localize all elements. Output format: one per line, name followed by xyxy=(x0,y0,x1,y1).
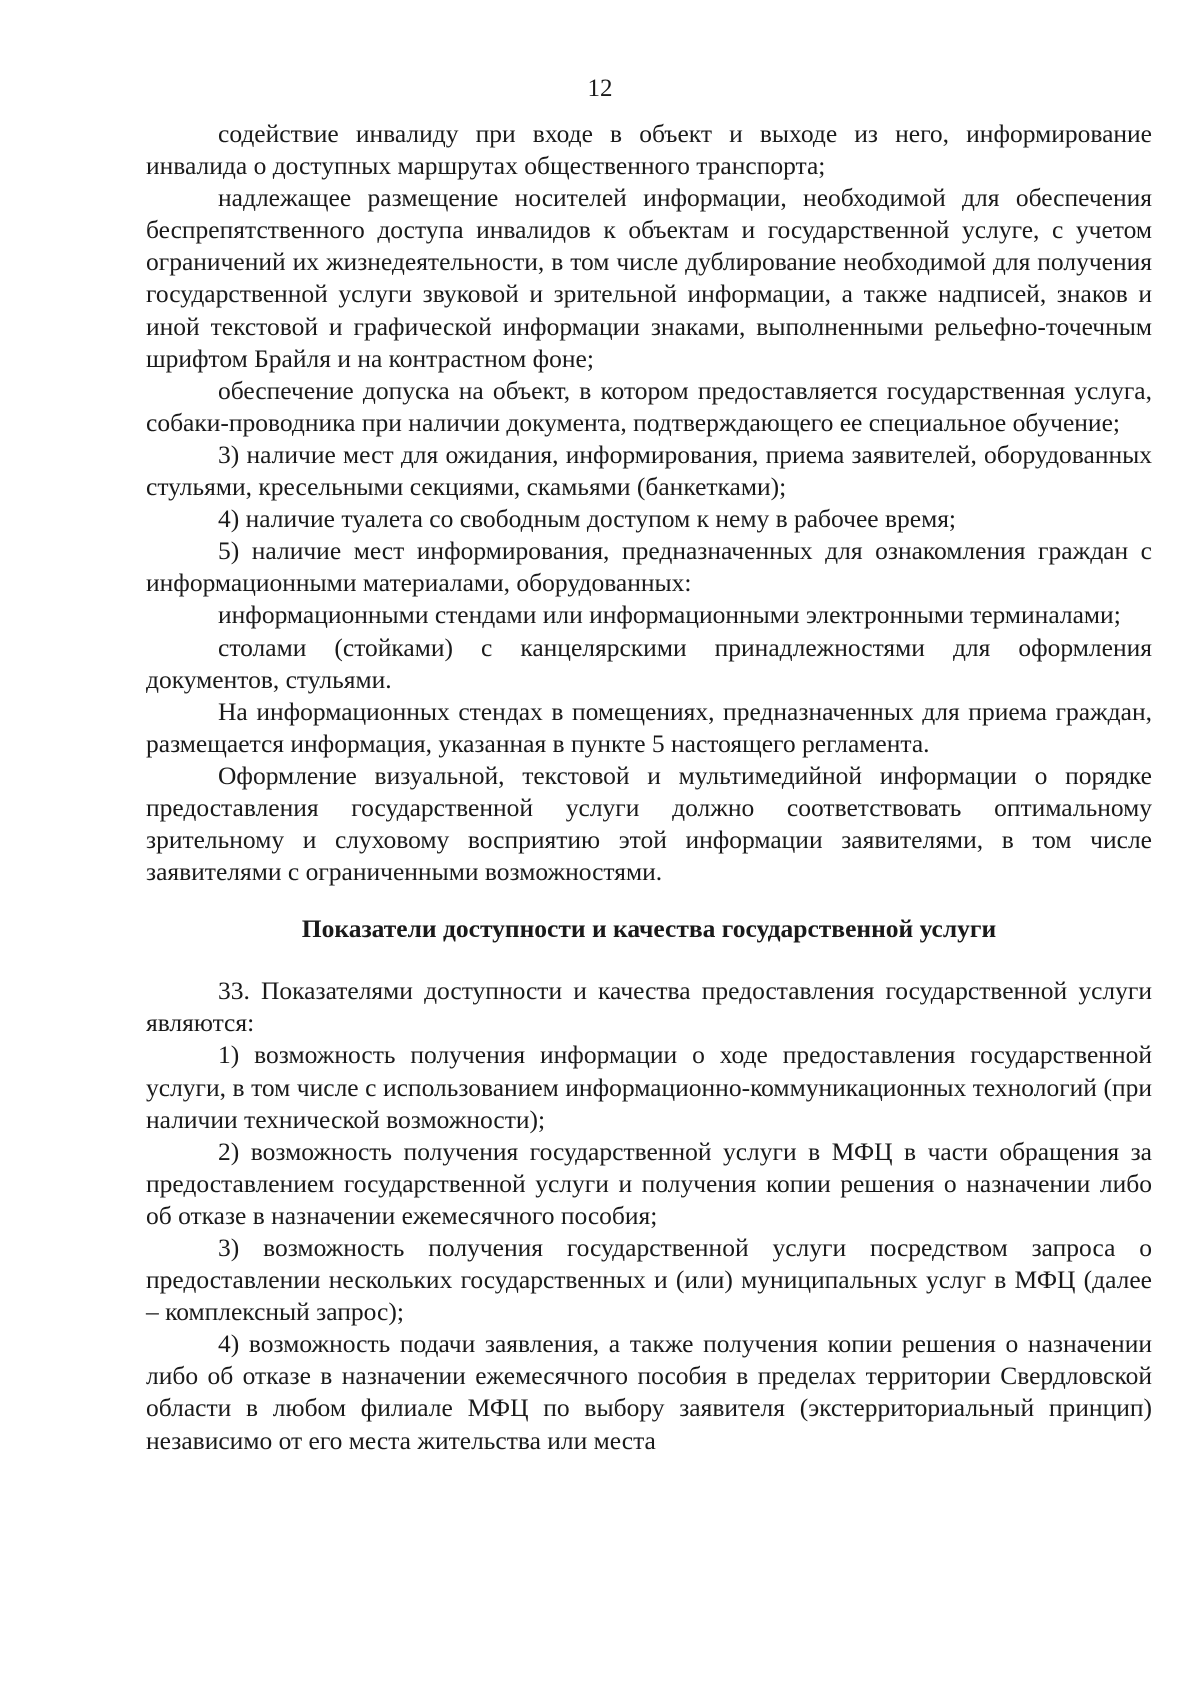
paragraph: обеспечение допуска на объект, в котором предоставляется государственная услуга, собаки-проводника при наличии документа, подтверждающего ее специальное обучение; xyxy=(146,375,1152,437)
paragraph: 4) наличие туалета со свободным доступом к нему в рабочее время; xyxy=(218,504,957,534)
section-heading: Показатели доступности и качества государственной услуги xyxy=(301,914,997,944)
paragraph: 5) наличие мест информирования, предназначенных для ознакомления граждан с информационными материалами, оборудованных: xyxy=(146,536,1152,598)
paragraph: 3) возможность получения государственной услуги посредством запроса о предоставлении нескольких государственных и (или) муниципальных услуг в МФЦ (далее – комплексный запрос); xyxy=(146,1233,1152,1327)
paragraph: 2) возможность получения государственной услуги в МФЦ в части обращения за предоставлением государственной услуги и получения копии решения о назначении либо об отказе в назначении ежемесячного пособия; xyxy=(146,1136,1152,1230)
paragraph: Оформление визуальной, текстовой и мультимедийной информации о порядке предоставления государственной услуги должно соответствовать оптимальному зрительному и слуховому восприятию этой информации заявителями, в том числе заявителями с ограниченными возможностями. xyxy=(146,760,1152,887)
paragraph: 1) возможность получения информации о ходе предоставления государственной услуги, в том числе с использованием информационно-коммуникационных технологий (при наличии технической возможности); xyxy=(146,1040,1152,1134)
paragraph: столами (стойками) с канцелярскими принадлежностями для оформления документов, стульями. xyxy=(146,632,1152,694)
page-number: 12 xyxy=(587,75,613,102)
paragraph: 33. Показателями доступности и качества предоставления государственной услуги являются: xyxy=(146,976,1152,1038)
paragraph: На информационных стендах в помещениях, предназначенных для приема граждан, размещается информация, указанная в пункте 5 настоящего регламента. xyxy=(146,696,1152,758)
document-body xyxy=(146,118,1152,1457)
paragraph: содействие инвалиду при входе в объект и выходе из него, информирование инвалида о доступных маршрутах общественного транспорта; xyxy=(146,119,1152,181)
paragraph: информационными стендами или информационными электронными терминалами; xyxy=(218,600,1121,630)
paragraph: 4) возможность подачи заявления, а также получения копии решения о назначении либо об отказе в назначении ежемесячного пособия в пределах территории Свердловской области в любом филиале МФЦ по выбору заявителя (экстерриториальный принцип) независимо от его места жительства или места xyxy=(146,1329,1152,1455)
paragraph: 3) наличие мест для ожидания, информирования, приема заявителей, оборудованных стульями, кресельными секциями, скамьями (банкетками); xyxy=(146,439,1152,502)
paragraph: надлежащее размещение носителей информации, необходимой для обеспечения беспрепятственного доступа инвалидов к объектам и государственной услуге, с учетом ограничений их жизнедеятельности, в том числе дублирование необходимой для получения государственной услуги звуковой и зрительной информации, а также надписей, знаков и иной текстовой и графической информации знаками, выполненными рельефно-точечным шрифтом Брайля и на контрастном фоне; xyxy=(146,183,1152,373)
